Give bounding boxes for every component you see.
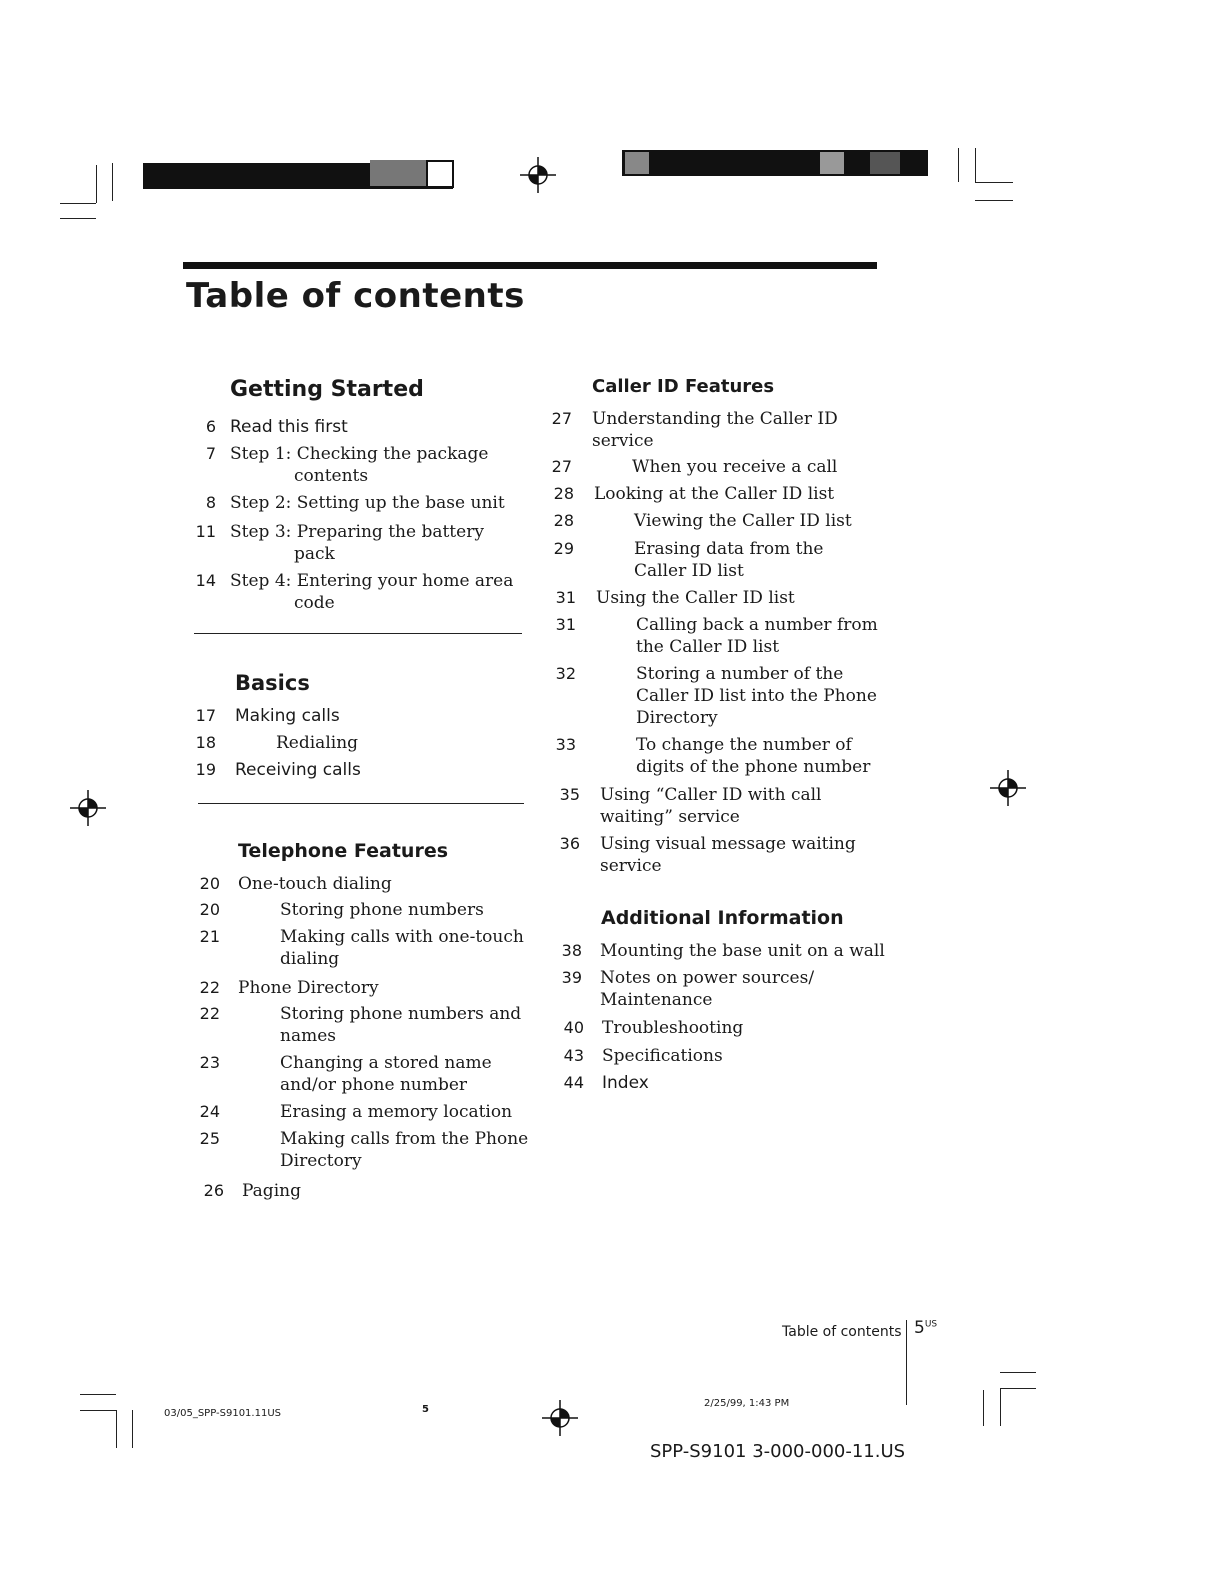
toc-page: 40 [563,1018,584,1037]
toc-label-continued: Caller ID list [634,561,744,581]
toc-entry[interactable] [550,1045,900,1067]
toc-label-continued: digits of the phone number [636,757,871,777]
color-bar-left-swatch [370,160,426,186]
toc-label-continued: code [294,593,335,613]
toc-label: Using the Caller ID list [596,588,795,608]
toc-page: 32 [555,664,576,683]
running-title: Table of contents [782,1324,902,1340]
toc-label: To change the number of [636,735,852,755]
toc-label-continued: the Caller ID list [636,637,780,657]
registration-target-left-icon [70,790,106,826]
toc-page: 22 [199,1004,220,1023]
section-title-telephone-features: Telephone Features [238,840,449,862]
section-title-additional-information: Additional Information [601,907,844,929]
toc-label: Viewing the Caller ID list [634,511,852,531]
toc-label: Understanding the Caller ID [592,409,838,429]
toc-entry[interactable] [182,416,522,438]
toc-page: 20 [199,900,220,919]
toc-page: 20 [199,874,220,893]
toc-entry[interactable] [550,1072,900,1094]
sheet-number: 5 [422,1404,429,1415]
toc-label: Using visual message waiting [600,834,856,854]
toc-label: Erasing a memory location [280,1102,513,1122]
toc-entry[interactable] [548,940,898,962]
toc-label-continued: Maintenance [600,990,713,1010]
toc-label-continued: contents [294,466,369,486]
toc-page: 19 [195,760,216,779]
toc-label: Calling back a number from [636,615,878,635]
toc-label: Making calls from the Phone [280,1129,529,1149]
page-number [914,1318,937,1338]
toc-entry[interactable] [538,408,888,452]
title-rule [183,262,877,269]
toc-page: 21 [199,927,220,946]
toc-label: Storing phone numbers and [280,1004,522,1024]
toc-page: 35 [559,785,580,804]
page-number-value: 5 [914,1318,925,1338]
toc-page: 23 [199,1053,220,1072]
toc-label-continued: and/or phone number [280,1075,468,1095]
toc-label-continued: Directory [636,708,718,728]
toc-entry[interactable] [546,784,896,828]
section-title-caller-id-features: Caller ID Features [592,376,775,397]
toc-page: 33 [555,735,576,754]
toc-label: Paging [242,1181,301,1201]
toc-page: 17 [195,706,216,725]
color-bar-left-box [426,160,454,188]
toc-label-continued: Directory [280,1151,362,1171]
toc-label: One-touch dialing [238,874,392,894]
toc-page: 38 [561,941,582,960]
toc-label-continued: Caller ID list into the Phone [636,686,877,706]
toc-label: Looking at the Caller ID list [594,484,835,504]
toc-entry[interactable] [542,734,892,778]
toc-label: Changing a stored name [280,1053,492,1073]
toc-entry[interactable] [186,873,531,895]
toc-page: 11 [195,522,216,541]
toc-entry[interactable] [182,705,522,727]
toc-label: Mounting the base unit on a wall [600,941,885,961]
toc-entry[interactable] [550,1017,900,1039]
toc-page: 24 [199,1102,220,1121]
registration-target-icon [520,157,556,193]
page-title: Table of contents [186,276,525,316]
section-divider [198,803,524,804]
registration-target-right-icon [990,770,1026,806]
toc-label: Read this first [230,417,348,437]
toc-label: Receiving calls [235,760,361,780]
toc-label: Index [602,1073,649,1093]
toc-entry[interactable] [542,663,892,729]
toc-page: 18 [195,733,216,752]
toc-page: 39 [561,968,582,987]
toc-entry[interactable] [182,732,522,754]
toc-page: 27 [551,409,572,428]
toc-page: 28 [553,484,574,503]
toc-page: 31 [555,588,576,607]
color-bar-right-swatch-a [625,152,649,174]
toc-entry[interactable] [186,1128,531,1172]
toc-entry[interactable] [542,587,892,609]
toc-entry[interactable] [182,443,522,487]
toc-page: 7 [205,444,216,463]
toc-label: Making calls [235,706,340,726]
toc-entry[interactable] [182,570,522,614]
file-name: 03/05_SPP-S9101.11US [164,1408,281,1419]
toc-page: 26 [203,1181,224,1200]
toc-label: Specifications [602,1046,723,1066]
toc-label: Making calls with one-touch [280,927,524,947]
toc-entry[interactable] [548,967,898,1011]
toc-label: Redialing [276,733,359,753]
toc-entry[interactable] [186,1101,531,1123]
toc-label-continued: service [592,431,654,451]
toc-page: 8 [205,493,216,512]
print-timestamp: 2/25/99, 1:43 PM [704,1398,790,1409]
toc-page: 27 [551,457,572,476]
toc-page: 36 [559,834,580,853]
footer-divider [906,1320,907,1405]
model-code: SPP-S9101 3-000-000-11.US [650,1441,906,1462]
toc-page: 29 [553,539,574,558]
color-bar-right-swatch-c [870,152,900,174]
toc-label-continued: service [600,856,662,876]
toc-page: 28 [553,511,574,530]
color-bar-right-swatch-b [820,152,844,174]
toc-page: 31 [555,615,576,634]
toc-page: 43 [563,1046,584,1065]
section-title-basics: Basics [235,671,310,695]
toc-label: Troubleshooting [602,1018,744,1038]
toc-label-continued: names [280,1026,336,1046]
toc-label: Storing phone numbers [280,900,484,920]
toc-label: Step 2: Setting up the base unit [230,493,505,513]
toc-label-continued: dialing [280,949,340,969]
toc-entry[interactable] [542,614,892,658]
toc-entry[interactable] [190,1180,535,1202]
toc-entry[interactable] [182,521,522,565]
toc-entry[interactable] [186,1052,531,1096]
toc-entry[interactable] [186,977,531,999]
registration-target-bottom-icon [542,1400,578,1436]
toc-label: Step 1: Checking the package [230,444,489,464]
toc-entry[interactable] [186,926,531,970]
toc-label-continued: waiting” service [600,807,740,827]
toc-label: Erasing data from the [634,539,824,559]
section-divider [194,633,522,634]
toc-entry[interactable] [186,1003,531,1047]
section-title-getting-started: Getting Started [230,377,424,402]
toc-label: Phone Directory [238,978,379,998]
toc-entry[interactable] [540,538,890,582]
toc-label: Step 4: Entering your home area [230,571,514,591]
toc-entry[interactable] [538,456,888,478]
toc-page: 6 [205,417,216,436]
toc-entry[interactable] [182,492,522,514]
toc-entry[interactable] [186,899,531,921]
toc-page: 14 [195,571,216,590]
toc-page: 22 [199,978,220,997]
toc-entry[interactable] [546,833,896,877]
page-number-suffix: US [924,1319,938,1330]
toc-page: 44 [563,1073,584,1092]
toc-label: Step 3: Preparing the battery [230,522,484,542]
toc-label: Using “Caller ID with call [600,785,822,805]
toc-label: Storing a number of the [636,664,844,684]
toc-page: 25 [199,1129,220,1148]
toc-entry[interactable] [182,759,522,781]
toc-label-continued: pack [294,544,335,564]
toc-label: When you receive a call [632,457,838,477]
toc-label: Notes on power sources/ [600,968,815,988]
toc-entry[interactable] [540,510,890,532]
toc-entry[interactable] [540,483,890,505]
